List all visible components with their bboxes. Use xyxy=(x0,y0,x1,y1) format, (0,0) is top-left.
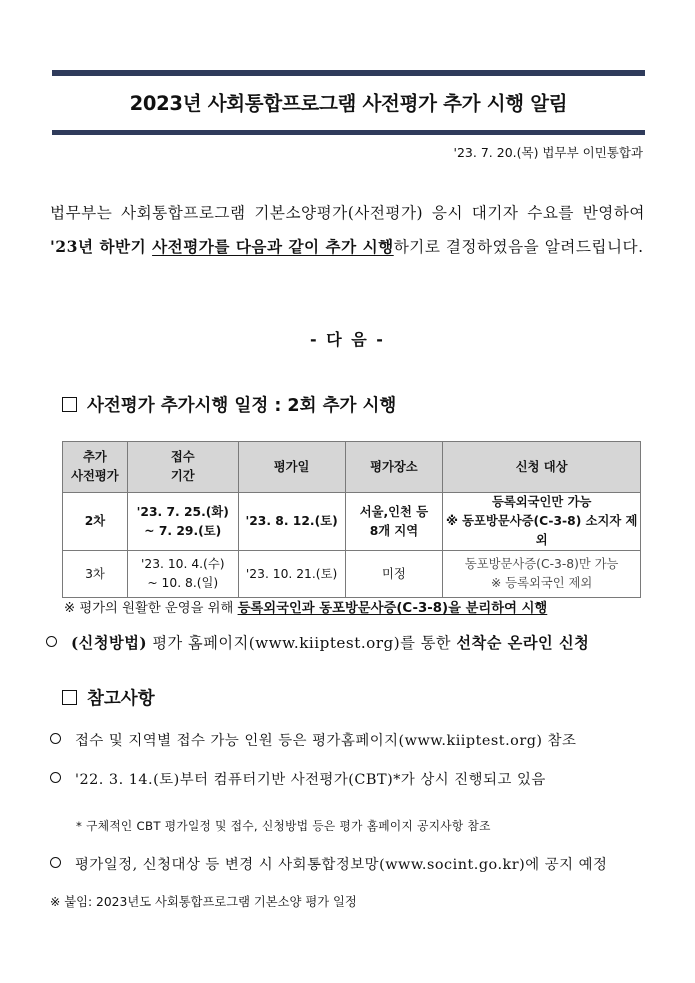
header-reception-line2: 기간 xyxy=(170,469,195,483)
cell-reception xyxy=(127,551,238,598)
header-venue: 평가장소 xyxy=(345,442,443,493)
cell-venue xyxy=(345,493,443,551)
circle-bullet-icon xyxy=(50,772,61,783)
top-divider xyxy=(52,70,645,76)
dateline: '23. 7. 20.(목) 법무부 이민통합과 xyxy=(453,145,643,160)
cell-reception-line2: ~ 10. 8.(일) xyxy=(147,576,219,590)
dar-heading: - 다 음 - xyxy=(310,330,385,349)
method-label: (신청방법) xyxy=(71,634,148,652)
intro-period: '23년 하반기 xyxy=(50,237,153,256)
intro-text: 법무부는 사회통합프로그램 기본소양평가(사전평가) 응시 대기자 수요를 반영하여 xyxy=(50,204,645,222)
table-row xyxy=(63,551,641,598)
title-bottom-divider xyxy=(52,130,645,135)
cell-reception-line1: '23. 7. 25.(화) xyxy=(136,504,229,519)
cell-target-line1: 등록외국인만 가능 xyxy=(492,495,592,509)
header-reception-line1: 접수 xyxy=(170,450,195,464)
cbt-footnote: * 구체적인 CBT 평가일정 및 접수, 신청방법 등은 평가 홈페이지 공지사항 참조 xyxy=(76,819,491,833)
separation-note-prefix: ※ 평가의 원활한 운영을 위해 xyxy=(64,601,238,616)
circle-bullet-icon xyxy=(50,733,61,744)
cell-target-line1: 동포방문사증(C-3-8)만 가능 xyxy=(464,557,619,571)
method-text: 평가 홈페이지(www.kiiptest.org)를 통한 xyxy=(147,634,457,652)
reference-item xyxy=(50,853,607,874)
cell-venue: 미정 xyxy=(345,551,443,598)
reference-item-text: 평가일정, 신청대상 등 변경 시 사회통합정보망(www.socint.go.kr)에 공지 예정 xyxy=(75,857,608,873)
section-reference-title: 참고사항 xyxy=(87,689,155,709)
cell-venue-line1: 서울,인천 등 xyxy=(359,504,429,519)
page-title: 2023년 사회통합프로그램 사전평가 추가 시행 알림 xyxy=(129,92,568,115)
method-emphasis: 선착순 온라인 신청 xyxy=(456,634,590,652)
header-exam-date: 평가일 xyxy=(238,442,345,493)
section-schedule-title: 사전평가 추가시행 일정 : 2회 추가 시행 xyxy=(87,396,397,416)
intro-emphasis: 사전평가를 다음과 같이 추가 시행 xyxy=(152,237,394,256)
separation-note xyxy=(64,597,547,616)
application-method xyxy=(46,632,589,653)
cell-round: 2차 xyxy=(63,493,128,551)
header-round-line2: 사전평가 xyxy=(71,469,119,483)
cell-target xyxy=(443,551,641,598)
section-schedule-heading xyxy=(62,392,396,417)
circle-bullet-icon xyxy=(50,857,61,868)
separation-note-emphasis: 등록외국인과 동포방문사증(C-3-8)을 분리하여 시행 xyxy=(237,601,548,616)
reference-item-text: '22. 3. 14.(토)부터 컴퓨터기반 사전평가(CBT)*가 상시 진행되고 있음 xyxy=(75,772,546,788)
header-target: 신청 대상 xyxy=(443,442,641,493)
square-bullet-icon xyxy=(62,690,77,705)
cell-reception-line2: ~ 7. 29.(토) xyxy=(144,523,222,538)
square-bullet-icon xyxy=(62,397,77,412)
cell-target-line2: ※ 등록외국인 제외 xyxy=(491,576,593,590)
cell-target xyxy=(443,493,641,551)
reference-item-text: 접수 및 지역별 접수 가능 인원 등은 평가홈페이지(www.kiiptest.org) 참조 xyxy=(75,733,577,749)
circle-bullet-icon xyxy=(46,636,57,647)
reference-item xyxy=(50,768,546,789)
header-round xyxy=(63,442,128,493)
cell-reception xyxy=(127,493,238,551)
table-header-row xyxy=(63,442,641,493)
header-round-line1: 추가 xyxy=(83,450,107,464)
cell-round: 3차 xyxy=(63,551,128,598)
cell-target-line2: ※ 동포방문사증(C-3-8) 소지자 제외 xyxy=(445,514,638,547)
header-reception xyxy=(127,442,238,493)
schedule-table xyxy=(62,441,641,598)
section-reference-heading xyxy=(62,685,155,710)
reference-item xyxy=(50,729,576,750)
cell-reception-line1: '23. 10. 4.(수) xyxy=(141,557,225,571)
intro-text-end: 하기로 결정하였음을 알려드립니다. xyxy=(393,238,644,256)
cell-exam-date: '23. 8. 12.(토) xyxy=(238,493,345,551)
attachment-note: ※ 붙임: 2023년도 사회통합프로그램 기본소양 평가 일정 xyxy=(50,895,357,909)
table-row xyxy=(63,493,641,551)
cell-exam-date: '23. 10. 21.(토) xyxy=(238,551,345,598)
intro-paragraph xyxy=(50,197,645,264)
cell-venue-line2: 8개 지역 xyxy=(369,523,419,538)
